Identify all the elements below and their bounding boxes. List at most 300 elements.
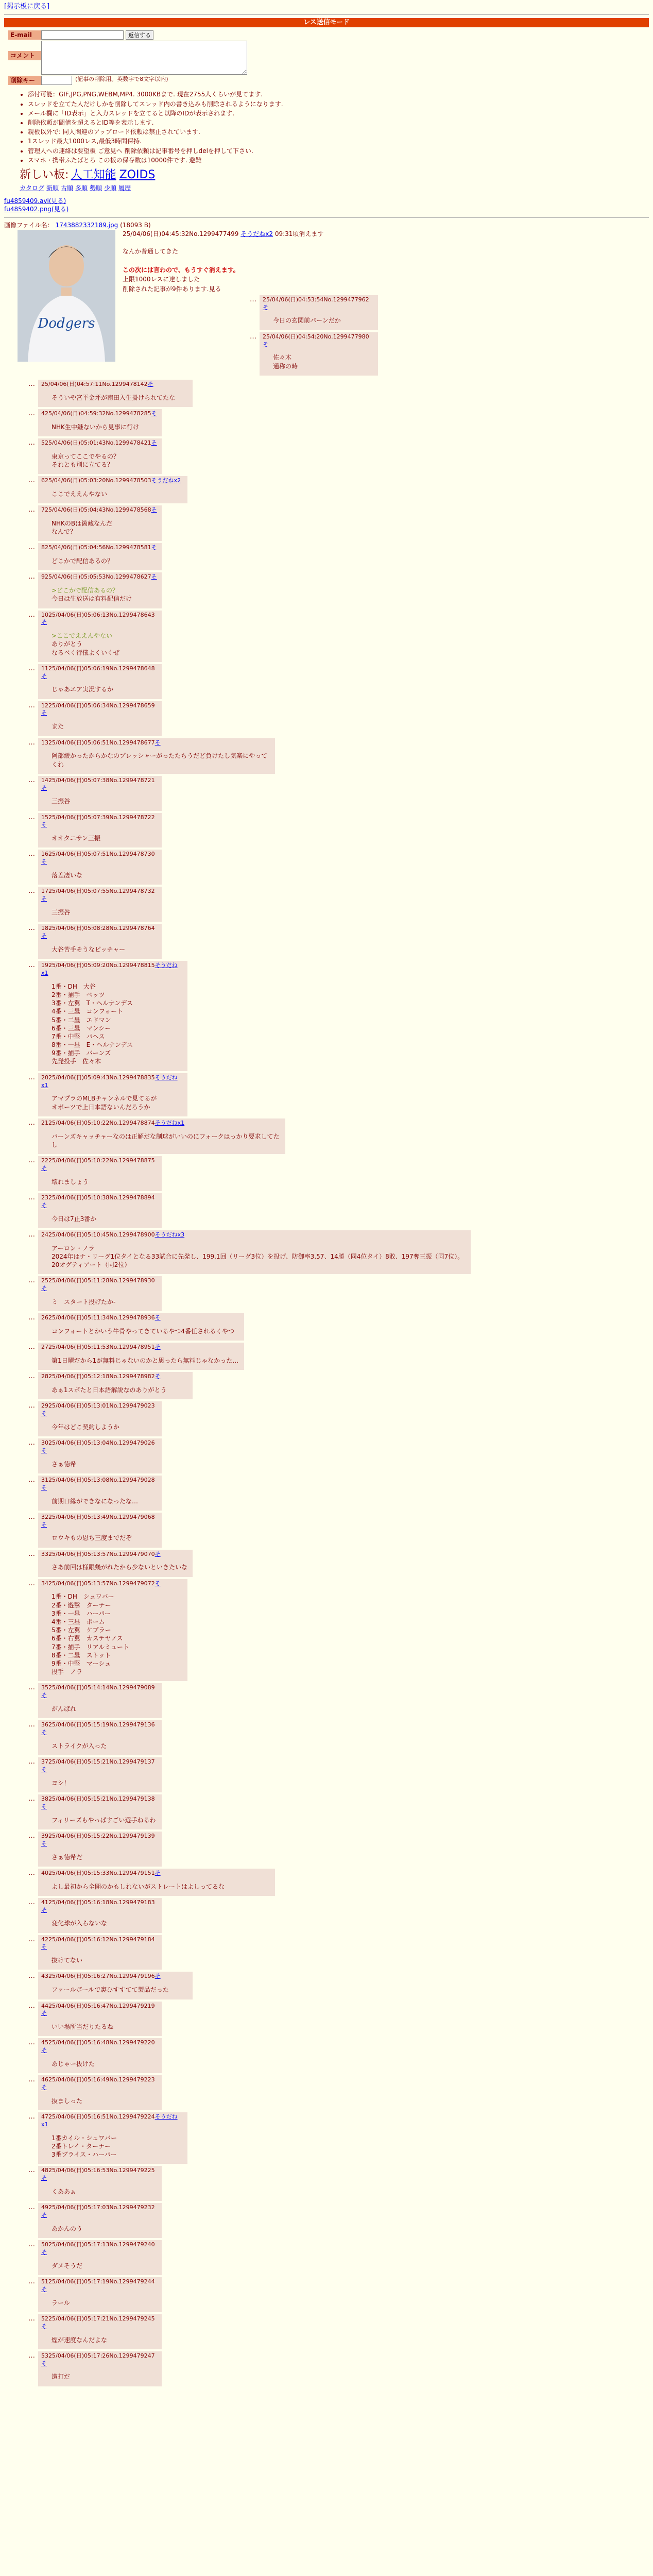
sodane-button[interactable]: そ [41,1943,47,1951]
reply-meta-text: 2425/04/06(日)05:10:45No.1299478900 [41,1231,155,1238]
reply-meta-text: 3325/04/06(日)05:13:57No.1299479070 [41,1550,155,1557]
reply-indent: … [28,1193,35,1201]
reply-mode-bar: レス送信モード [4,18,649,27]
reply-box [38,1401,162,1436]
reply-indent: … [28,409,35,417]
sodane-button[interactable]: そ [41,2175,47,2182]
sodane-button[interactable]: そ [41,1766,47,1773]
reply-text: 煙が速度なんだよな [51,2336,108,2344]
rule-item: • スマホ・携帯ふたばとろ この板の保存数は10000件です. 避難 [28,156,649,164]
reply-text: がんばれ [51,1705,77,1713]
reply-box [38,1156,162,1191]
reply-indent: … [28,1832,35,1840]
sodane-button[interactable]: そ [41,2285,47,2293]
delete-key-field[interactable] [41,76,72,85]
sodane-button[interactable]: そ [151,573,157,581]
sodane-button[interactable]: そ [154,1314,161,1321]
reply-row [4,380,649,407]
sodane-button[interactable]: そ [263,303,268,311]
sodane-button[interactable]: そ [41,1284,47,1292]
reply-indent: … [28,1579,35,1587]
sodane-button[interactable]: そ [154,1550,161,1557]
file-link-row [4,197,649,205]
reply-row [4,1513,649,1548]
divider [4,217,649,218]
reply-meta [41,1973,188,1980]
reply-text: さぁ徳希だ [51,1853,83,1861]
reply-row [4,1276,649,1311]
sodane-button[interactable]: そ [151,410,157,417]
reply-text [51,632,158,657]
sodane-button[interactable]: そうだねx1 [154,1119,185,1126]
reply-meta-text: 2625/04/06(日)05:11:34No.1299478936 [41,1314,155,1321]
reply-box [38,2351,162,2386]
sodane-button[interactable]: そ [41,1164,47,1172]
email-label: E-mail [8,30,41,40]
sodane-button[interactable]: そうだねx3 [154,1231,185,1238]
sodane-button[interactable]: そ [147,380,153,387]
reply-text: アーロン・ノラ 2024年はナ・リーグ1位タイとなる33試合に先発し、199.1回（リーグ3位）を投げ、防御率3.57、14勝（同4位タイ）8敗、197奪三振（同7位）。20オグティアート（同2位） [51,1244,464,1268]
sodane-button[interactable]: そ [154,1373,161,1380]
reply-meta-text: 4525/04/06(日)05:16:48No.1299479220 [41,2039,155,2046]
sodane-button[interactable]: そ [41,1803,47,1810]
reply-meta-text: 3125/04/06(日)05:13:08No.1299479028 [41,1476,155,1483]
reply-box [38,1683,162,1718]
reply-indent: … [250,295,256,303]
reply-indent: … [28,1476,35,1484]
reply-meta-text: 4225/04/06(日)05:16:12No.1299479184 [41,1936,155,1943]
reply-row [4,1550,649,1577]
reply-text: ストライクが入った [51,1742,107,1750]
reply-text: 東京ってここでやるの？ それとも別に立てる？ [51,452,120,468]
rule-item: • メール欄に「ID表示」と入力スレッドを立てると以降のIDが表示されます. [28,109,649,117]
reply-indent: … [28,573,35,581]
reply-indent: … [28,1550,35,1558]
reply-row [4,738,649,774]
reply-box [38,1118,285,1154]
reply-indent: … [28,1869,35,1877]
reply-row [4,2075,649,2110]
reply-row [4,476,649,503]
sodane-button[interactable]: そ [41,1447,47,1454]
reply-box [38,2112,187,2164]
sodane-button[interactable]: そ [41,1484,47,1491]
divider [4,14,649,15]
reply-text: さぁ徳希 [51,1460,77,1468]
reply-text: ファールボールで裏ひすすてて製品だった [51,1986,169,1994]
file-link[interactable]: fu4859409.avi(見る) [4,197,66,205]
reply-text: コンフォートとかいう牛骨やってきているやつ4番任されるくやつ [51,1327,235,1335]
reply-row [4,850,649,885]
sodane-button[interactable]: そ [41,933,47,940]
sodane-button[interactable]: そ [41,672,47,680]
reply-meta [41,814,158,829]
reply-meta-text: 4825/04/06(日)05:16:53No.1299479225 [41,2167,155,2174]
reply-box [38,1579,187,1682]
reply-meta [41,2167,158,2182]
reply-indent: … [28,2076,35,2084]
reply-text: 抜ましった [51,2097,83,2105]
reply-box [38,961,187,1071]
reply-box [260,295,378,330]
reply-meta [41,1936,158,1952]
reply-indent: … [28,850,35,858]
sub-nav-link[interactable]: 勢順 [90,184,102,192]
reply-meta-text: 2325/04/06(日)05:10:38No.1299478894 [41,1194,155,1201]
reply-meta [41,1344,240,1351]
reply-row [4,1343,649,1370]
reply-meta [41,2352,158,2368]
reply-row [4,1156,649,1191]
image-file-label: 画像ファイル名： [4,222,54,229]
op-thumbnail[interactable] [18,230,115,362]
sodane-button[interactable]: そうだねx1 [41,1074,178,1089]
reply-meta [41,1721,158,1737]
reply-meta [41,410,158,418]
reply-meta [41,1402,158,1418]
reply-meta [41,1551,188,1558]
reply-meta [41,544,158,552]
reply-meta-text: 925/04/06(日)05:05:53No.1299478627 [41,573,151,581]
sodane-button[interactable]: そ [41,2084,47,2091]
reply-indent: … [28,2314,35,2323]
reply-meta-text: 4325/04/06(日)05:16:27No.1299479196 [41,1973,155,1980]
reply-meta-text: 25/04/06(日)04:57:11No.1299478142 [41,380,148,387]
reply-indent: … [28,1156,35,1164]
reply-meta-text: 2225/04/06(日)05:10:22No.1299478875 [41,1157,155,1164]
reply-row [4,611,649,662]
reply-meta [41,2113,183,2129]
reply-meta [41,1194,158,1210]
reply-meta-text: 3725/04/06(日)05:15:21No.1299479137 [41,1758,155,1766]
reply-meta [41,2204,158,2219]
reply-meta [41,1074,183,1090]
reply-line: なるべく行儀よくいくぜ [51,649,120,656]
reply-meta-text: 825/04/06(日)05:04:56No.1299478581 [41,544,151,551]
reply-indent: … [28,2166,35,2175]
reply-meta-text: 2125/04/06(日)05:10:22No.1299478874 [41,1119,155,1126]
reply-indent: … [28,1438,35,1447]
sodane-button[interactable]: そ [41,895,47,903]
reply-text: 1番・DH シュワバー 2番・遊撃 ターナー 3番・一塁 ハーパー 4番・三塁 ボーム 5番・左翼 ケプラー 6番・右翼 カステヤノス 7番・捕手 リアルミュート 8番・二塁 ストット 9番・中堅 マーシュ 投手 ノラ [51,1593,129,1676]
sodane-button[interactable]: そ [41,619,47,626]
sodane-button[interactable]: そ [154,739,161,746]
reply-indent: … [28,1898,35,1906]
reply-text: 変化球が入らないな [51,1920,108,1927]
reply-text: NHKのBは箇藏なんだ なんで？ [51,519,113,536]
op-text-line: なんか普通してきた [123,247,179,255]
reply-indent: … [28,1372,35,1381]
reply-box [38,2038,162,2073]
reply-text: バーンズキャッチャーなのは正解だな制球がいいのにフォークはっかり要求してたし [51,1132,280,1148]
reply-indent: … [28,701,35,709]
svg-text:Dodgers: Dodgers [38,315,95,331]
reply-row [123,332,649,376]
sodane-button[interactable]: そ [151,544,157,551]
reply-indent: … [28,544,35,552]
sub-nav-link[interactable]: 多順 [75,184,88,192]
sub-nav-link[interactable]: 少順 [104,184,117,192]
sodane-button[interactable]: そ [41,2047,47,2054]
sodane-button[interactable]: そ [41,858,47,866]
reply-row [4,1935,649,1970]
reply-meta-text: 725/04/06(日)05:04:43No.1299478568 [41,506,151,514]
comment-textarea[interactable] [41,41,247,75]
reply-indent: … [28,664,35,672]
reply-box [38,776,162,811]
reply-box [38,1193,162,1228]
reply-text: 大谷苦手そうなピッチャー [51,945,126,953]
reply-meta-text: 3625/04/06(日)05:15:19No.1299479136 [41,1721,155,1728]
reply-text: 抜けてない [51,1957,83,1964]
reply-box [38,409,162,436]
reply-text: 前期口縁ができなになったな… [51,1497,139,1505]
sodane-button[interactable]: そ [41,1692,47,1699]
op-text-line: 削除された記事が9件あります.見る [123,285,221,293]
reply-indent: … [28,2241,35,2249]
reply-meta-text: 5125/04/06(日)05:17:19No.1299479244 [41,2278,155,2285]
reply-meta [41,851,158,866]
sodane-button[interactable]: そうだねx1 [41,2113,178,2128]
op-image-link[interactable]: 1743882332189.jpg [55,222,118,229]
sodane-button[interactable]: そ [41,821,47,828]
reply-row [4,887,649,922]
reply-row [4,1401,649,1436]
reply-box [38,2203,162,2238]
reply-box [38,701,162,736]
reply-row [4,2112,649,2164]
reply-indent: … [28,380,35,388]
reply-row [4,1869,649,1896]
reply-box [38,1513,162,1548]
reply-meta-text: 3525/04/06(日)05:14:14No.1299479089 [41,1684,155,1691]
sodane-button[interactable]: そ [263,341,268,348]
reply-meta-text: 4025/04/06(日)05:15:33No.1299479151 [41,1869,155,1876]
reply-row [4,1313,649,1341]
reply-indent: … [28,1758,35,1766]
reply-line: 今日は生放送は有料配信だけ [51,595,132,603]
reply-row [4,2203,649,2238]
reply-row [4,1972,649,1999]
sodane-button[interactable]: そ [41,2010,47,2017]
reply-meta-text: 1225/04/06(日)05:06:34No.1299478659 [41,702,155,709]
delete-key-label: 削除キー [8,76,41,85]
reply-text: 今日の玄関前パーンだか [273,317,341,325]
reply-box [38,572,162,608]
sodane-button[interactable]: そ [41,2248,47,2256]
reply-meta-text: 25/04/06(日)04:54:20No.1299477980 [263,333,369,340]
reply-row [4,1230,649,1274]
reply-meta [41,2241,158,2257]
reply-meta [41,1833,158,1848]
sodane-button[interactable]: そ [154,1580,161,1587]
sodane-button[interactable]: そ [154,1973,161,1980]
op-sodane-button[interactable]: そうだねx2 [240,230,273,238]
reply-meta [41,1231,467,1239]
reply-text: 阿部緩かったからかなのプレッシャーがったたちうだど負けたし気楽にやってくれ [51,752,268,768]
reply-indent: … [28,1972,35,1980]
reply-indent: … [28,1721,35,1729]
reply-meta [41,1314,240,1322]
reply-indent: … [28,1343,35,1351]
reply-text: ミ スタート投げたか- [51,1298,116,1306]
reply-meta [41,1514,158,1529]
reply-indent: … [28,887,35,895]
image-size: (18093 B) [120,222,151,229]
reply-row [4,409,649,436]
rule-item: • 削除依頼が閾値を超えるとID等を表示します. [28,118,649,127]
reply-meta [41,2003,158,2018]
reply-meta [41,439,158,447]
sodane-button[interactable]: そうだねx2 [151,477,181,484]
new-board-link[interactable]: ZOIDS [119,168,156,181]
sodane-button[interactable]: そ [151,439,157,446]
reply-indent: … [28,611,35,619]
file-link-row [4,205,649,213]
reply-row [4,813,649,848]
submit-reply-button[interactable]: 返信する [126,30,153,40]
sodane-button[interactable]: そ [151,506,157,514]
quoted-text: >ここでええんやない [51,632,113,640]
reply-meta [41,1120,281,1127]
sub-nav-link[interactable]: 履歴 [118,184,131,192]
reply-indent: … [28,438,35,447]
reply-row [4,1832,649,1867]
sub-nav-link[interactable]: 新順 [46,184,59,192]
sub-nav-link[interactable]: カタログ [20,184,45,192]
reply-box [38,476,187,503]
reply-box [38,1476,162,1511]
reply-meta-text: 4625/04/06(日)05:16:49No.1299479223 [41,2076,155,2083]
sodane-button[interactable]: そ [41,1201,47,1209]
reply-meta [41,777,158,792]
sodane-button[interactable]: そ [154,1869,161,1876]
reply-indent: … [28,961,35,970]
reply-meta [41,1439,158,1455]
reply-box [38,850,162,885]
reply-meta [41,1580,183,1588]
reply-indent: … [250,332,256,341]
reply-indent: … [28,2351,35,2360]
reply-meta-text: 3225/04/06(日)05:13:49No.1299479068 [41,1513,155,1520]
reply-row [4,1193,649,1228]
sodane-button[interactable]: そ [41,2360,47,2367]
reply-meta [41,2039,158,2055]
reply-box [38,1276,162,1311]
reply-row [4,1438,649,1473]
reply-meta [41,381,188,388]
reply-meta-text: 3925/04/06(日)05:15:22No.1299479139 [41,1832,155,1839]
reply-meta-text: 4725/04/06(日)05:16:51No.1299479224 [41,2113,155,2121]
sodane-button[interactable]: そ [41,1729,47,1736]
reply-meta-text: 1825/04/06(日)05:08:28No.1299478764 [41,925,155,932]
reply-text: ここでええんやない [51,490,108,498]
reply-text: ロウキもの恩ち三度までだぞ [51,1534,132,1542]
sodane-button[interactable]: そ [41,784,47,791]
reply-row [4,2038,649,2073]
reply-box [38,664,162,699]
sodane-button[interactable]: そ [41,2323,47,2330]
reply-row [4,1794,649,1829]
reply-indent: … [28,813,35,821]
reply-box [38,2314,162,2349]
sub-nav-link[interactable]: 古順 [61,184,74,192]
reply-box [38,924,162,959]
reply-row [4,2240,649,2275]
reply-box [38,1898,162,1933]
delete-key-note: (記事の削除用。英数字で8文字以内) [75,76,168,83]
reply-indent: … [28,2204,35,2212]
sodane-button[interactable]: そ [154,1344,161,1351]
sodane-button[interactable]: そ [41,709,47,717]
reply-box [38,1313,244,1341]
reply-text: 壊れましょう [51,1178,89,1185]
reply-meta-text: 5325/04/06(日)05:17:26No.1299479247 [41,2352,155,2359]
reply-text: 三振谷 [51,798,71,805]
reply-text: オオタニサン三振 [51,835,101,842]
reply-row [4,2314,649,2349]
email-field[interactable] [41,30,124,40]
op-meta: 25/04/06(日)04:45:32No.1299477499 [123,230,239,238]
reply-text: 1番カイル・シュワバー 2番トレイ・ターナー 3番ブライス・ハーパー [51,2134,117,2159]
reply-meta [41,1684,158,1700]
reply-box [38,2075,162,2110]
reply-text: 今日は7止3番か [51,1215,97,1223]
reply-meta [41,2315,158,2331]
reply-indent: … [28,1230,35,1239]
reply-box [38,2166,162,2201]
rule-item: • 親板以外で: 同人関連のアップロード依頼は禁止されています. [28,128,649,136]
reply-text: いい場所当だりたるね [51,2023,114,2031]
reply-row [4,961,649,1071]
reply-box [38,1230,471,1274]
new-board-link[interactable]: 人工知能 [71,168,116,181]
reply-text: 第1日曜だから1が無料じゃないのかと思ったら無料じゃなかった… [51,1357,239,1364]
reply-indent: … [28,2002,35,2010]
reply-box [260,332,378,376]
reply-meta-text: 2825/04/06(日)05:12:18No.1299478982 [41,1373,155,1380]
op-post [4,221,649,377]
reply-meta-text: 5025/04/06(日)05:17:13No.1299479240 [41,2241,155,2248]
reply-meta [41,2076,158,2092]
sodane-button[interactable]: そ [41,1410,47,1417]
reply-row [4,1720,649,1755]
reply-meta-text: 1725/04/06(日)05:07:55No.1299478732 [41,888,155,895]
reply-text: くああぁ [51,2188,76,2196]
sodane-button[interactable]: そ [41,1906,47,1913]
reply-text: ラール [51,2299,70,2307]
reply-row [4,2351,649,2386]
reply-box [38,1343,244,1370]
reply-meta [41,739,271,747]
op-notice: この次には言わので、もうすぐ消えます。 [123,266,239,274]
reply-box [38,380,193,407]
reply-box [38,1935,162,1970]
sodane-button[interactable]: そうだねx1 [41,962,178,976]
file-link[interactable]: fu4859402.png(見る) [4,206,69,213]
sodane-button[interactable]: そ [41,1840,47,1847]
sodane-button[interactable]: そ [41,1521,47,1528]
reply-meta-text: 2025/04/06(日)05:09:43No.1299478835 [41,1074,155,1081]
reply-text: フィリーズもやっぱすごい選手ねるわ [51,1816,156,1824]
reply-meta [41,1870,271,1877]
sodane-button[interactable]: そ [41,2212,47,2219]
reply-text: 1番・DH 大谷 2番・捕手 ベッツ 3番・左翼 T・ヘルナンデス 4番・三塁 コンフォート 5番・二塁 エドマン 6番・三塁 マンシー 7番・中堅 パヘス 8番・一塁 E・ヘルナンデス 9番・捕手 バーンズ 先発投手 佐々木 [51,982,133,1065]
reply-row [4,2166,649,2201]
back-to-board-link[interactable]: [掲示板に戻る] [4,3,50,10]
reply-box [38,1869,275,1896]
reply-meta-text: 4425/04/06(日)05:16:47No.1299479219 [41,2002,155,2009]
